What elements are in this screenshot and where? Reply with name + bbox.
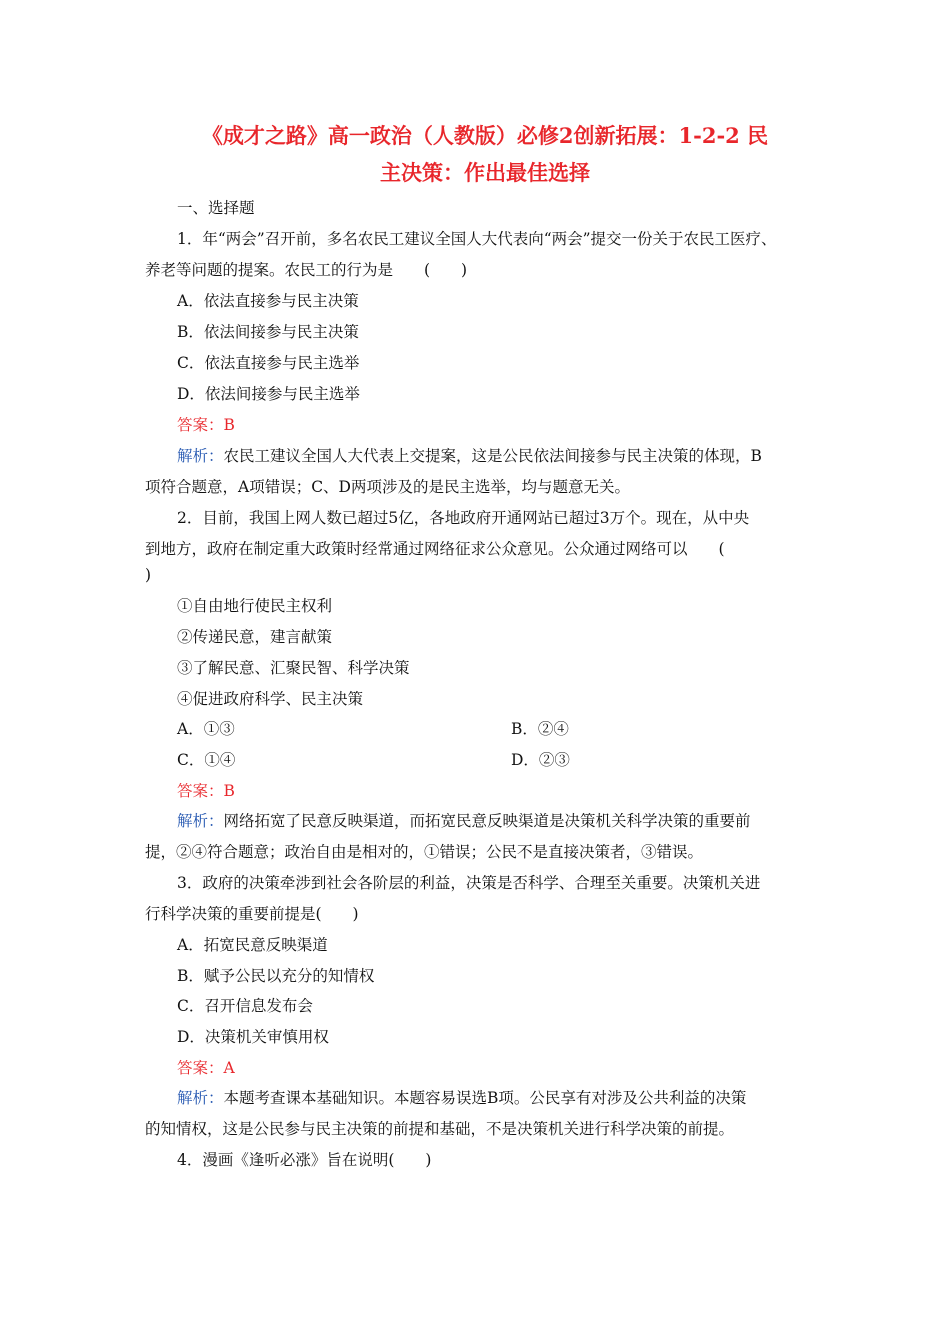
q4-stem-line1: 4．漫画《逢听必涨》旨在说明( ) bbox=[177, 1151, 432, 1169]
q2-stem-line1: 2．目前，我国上网人数已超过5亿，各地政府开通网站已超过3万个。现在，从中央 bbox=[177, 509, 750, 527]
q2-option-b: B．②④ bbox=[511, 720, 569, 738]
analysis-label: 解析： bbox=[177, 1089, 224, 1107]
q3-option-a: A．拓宽民意反映渠道 bbox=[177, 936, 328, 954]
q3-option-b: B．赋予公民以充分的知情权 bbox=[177, 967, 375, 985]
q1-option-b: B．依法间接参与民主决策 bbox=[177, 323, 359, 341]
analysis-label: 解析： bbox=[177, 447, 224, 465]
q2-item-3: ③了解民意、汇聚民智、科学决策 bbox=[177, 659, 410, 677]
q3-stem-line2: 行科学决策的重要前提是( ) bbox=[145, 905, 359, 923]
q1-stem-line1: 1．年“两会”召开前，多名农民工建议全国人大代表向“两会”提交一份关于农民工医疗、 bbox=[177, 230, 777, 248]
q2-analysis-line2: 提，②④符合题意；政治自由是相对的，①错误；公民不是直接决策者，③错误。 bbox=[145, 843, 704, 861]
q1-option-a: A．依法直接参与民主决策 bbox=[177, 292, 359, 310]
q1-answer: 答案：B bbox=[177, 416, 235, 434]
analysis-text: 网络拓宽了民意反映渠道，而拓宽民意反映渠道是决策机关科学决策的重要前 bbox=[223, 812, 751, 830]
q1-analysis-line1 bbox=[177, 446, 762, 466]
q2-stem-line3: ) bbox=[145, 566, 152, 584]
analysis-label: 解析： bbox=[177, 812, 224, 830]
q2-analysis-line1 bbox=[177, 811, 751, 831]
q3-analysis-line1 bbox=[177, 1088, 746, 1108]
q2-answer: 答案：B bbox=[177, 782, 235, 800]
document-title-line1: 《成才之路》高一政治（人教版）必修2创新拓展：1-2-2 民 bbox=[201, 123, 769, 148]
q2-option-a: A．①③ bbox=[177, 720, 235, 738]
q3-answer: 答案：A bbox=[177, 1059, 235, 1077]
analysis-text: 本题考查课本基础知识。本题容易误选B项。公民享有对涉及公共利益的决策 bbox=[223, 1089, 747, 1107]
q3-stem-line1: 3．政府的决策牵涉到社会各阶层的利益，决策是否科学、合理至关重要。决策机关进 bbox=[177, 874, 761, 892]
q1-option-c: C．依法直接参与民主选举 bbox=[177, 354, 360, 372]
q2-item-4: ④促进政府科学、民主决策 bbox=[177, 690, 364, 708]
document-title-line2: 主决策：作出最佳选择 bbox=[380, 160, 590, 185]
q1-analysis-line2: 项符合题意，A项错误；C、D两项涉及的是民主选举，均与题意无关。 bbox=[145, 478, 630, 496]
q3-analysis-line2: 的知情权，这是公民参与民主决策的前提和基础，不是决策机关进行科学决策的前提。 bbox=[145, 1120, 735, 1138]
q2-stem-line2: 到地方，政府在制定重大政策时经常通过网络征求公众意见。公众通过网络可以 ( bbox=[145, 540, 725, 558]
q2-item-2: ②传递民意，建言献策 bbox=[177, 628, 333, 646]
q1-stem-line2: 养老等问题的提案。农民工的行为是 ( ) bbox=[145, 261, 468, 279]
q2-option-c: C．①④ bbox=[177, 751, 236, 769]
q2-option-d: D．②③ bbox=[511, 751, 570, 769]
q1-option-d: D．依法间接参与民主选举 bbox=[177, 385, 360, 403]
q3-option-d: D．决策机关审慎用权 bbox=[177, 1028, 329, 1046]
q2-item-1: ①自由地行使民主权利 bbox=[177, 597, 333, 615]
analysis-text: 农民工建议全国人大代表上交提案，这是公民依法间接参与民主决策的体现，B bbox=[223, 447, 762, 465]
q3-option-c: C．召开信息发布会 bbox=[177, 997, 313, 1015]
section-heading: 一、选择题 bbox=[177, 199, 255, 217]
